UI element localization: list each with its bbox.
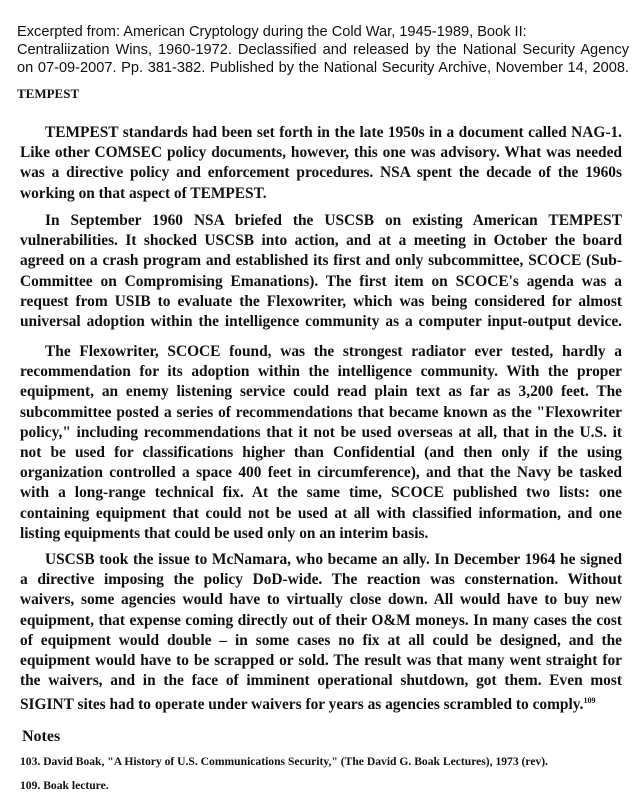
text-line: was a directive policy and enforcement procedures. NSA spent the decade of the 1960s <box>20 164 622 182</box>
paragraph <box>20 550 622 712</box>
text-line: listing equipments that could be used only on an interim basis. <box>20 524 429 542</box>
text-line: policy," including recommendations that it not be used overseas at all, that in the U.S. it <box>20 423 622 441</box>
paragraph <box>20 211 622 332</box>
text-line: with a long-range technical fix. At the same time, SCOCE published two lists: one <box>20 484 622 502</box>
paragraph <box>20 123 622 204</box>
text-line: USCSB took the issue to McNamara, who became an ally. In December 1964 he signed <box>45 551 622 568</box>
text-line: containing equipment that could not be used at all with classified information, and one <box>20 504 622 522</box>
header-line: Centraliization Wins, 1960-1972. Declassified and released by the National Security Agency <box>17 42 629 58</box>
text-line: organization controlled a space 400 feet in circumference), and that the Navy be tasked <box>20 464 622 482</box>
text-line: agreed on a crash program and established its first and only subcommittee, SCOCE (Sub- <box>20 252 622 270</box>
text-line: In September 1960 NSA briefed the USCSB on existing American TEMPEST <box>45 212 622 229</box>
note-item: 109. Boak lecture. <box>20 779 109 792</box>
text-line: recommendation for its adoption within the intelligence community. With the proper <box>20 363 622 381</box>
text-line: universal adoption within the intelligence community as a computer input-output device. <box>20 312 622 330</box>
section-title: TEMPEST <box>17 86 80 101</box>
notes-title: Notes <box>22 728 61 745</box>
text-line: request from USIB to evaluate the Flexowriter, which was being considered for almost <box>20 292 622 310</box>
text-line: The Flexowriter, SCOCE found, was the strongest radiator ever tested, hardly a <box>45 343 622 360</box>
text-line: a directive imposing the policy DoD-wide. The reaction was consternation. Without <box>20 571 622 589</box>
text-line: Committee on Compromising Emanations). The first item on SCOCE's agenda was a <box>20 272 622 290</box>
paragraph <box>20 342 622 544</box>
text-line-content: SIGINT sites had to operate under waivers for years as agencies scrambled to comply. <box>20 696 584 714</box>
text-line: of equipment would double – in some cases no fix at all could be designed, and the <box>20 631 622 649</box>
text-line: Like other COMSEC policy documents, however, this one was advisory. What was needed <box>20 144 622 162</box>
text-line: vulnerabilities. It shocked USCSB into action, and at a meeting in October the board <box>20 232 622 250</box>
text-line: subcommittee posted a series of recommendations that became known as the "Flexowriter <box>20 403 622 421</box>
text-line: working on that aspect of TEMPEST. <box>20 184 267 202</box>
text-line: equipment, an enemy listening service could read plain text as far as 3,200 feet. The <box>20 383 622 401</box>
header-line: on 07-09-2007. Pp. 381-382. Published by the National Security Archive, November 14, 2008. <box>17 60 629 76</box>
header-line: Excerpted from: American Cryptology during the Cold War, 1945-1989, Book II: <box>17 24 527 40</box>
footnote-ref: 109 <box>583 696 596 706</box>
text-line: the waivers, and in the face of imminent operational shutdown, got them. Even most <box>20 672 622 690</box>
text-line: equipment would have to be scrapped or sold. The result was that many went straight for <box>20 651 622 669</box>
text-line: not be used for classifications higher than Confidential (and then only if the using <box>20 443 622 461</box>
text-line <box>20 691 622 714</box>
text-line: equipment, that expense coming directly out of their O&M moneys. In many cases the cost <box>20 611 622 629</box>
text-line: waivers, some agencies would have to virtually close down. All would have to buy new <box>20 591 622 609</box>
text-line: TEMPEST standards had been set forth in the late 1950s in a document called NAG-1. <box>45 124 622 141</box>
note-item: 103. David Boak, "A History of U.S. Communications Security," (The David G. Boak Lectures), 1973 (rev). <box>20 755 549 768</box>
